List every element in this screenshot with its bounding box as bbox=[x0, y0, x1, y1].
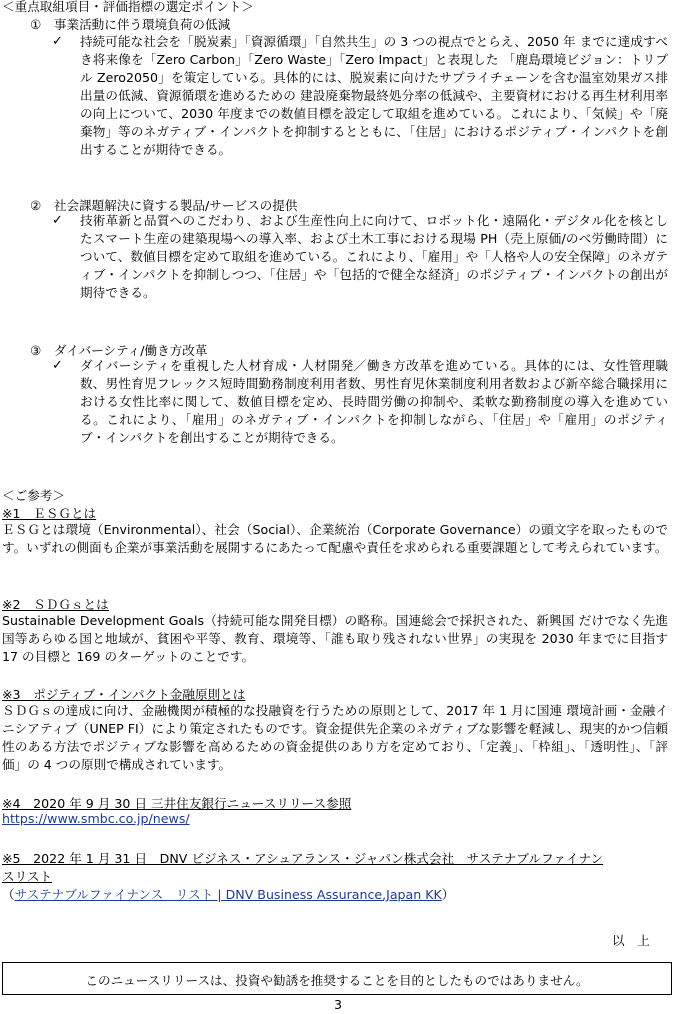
section-heading: ＜重点取組項目・評価指標の選定ポイント＞ bbox=[2, 0, 254, 14]
note-2-heading: ※2 ＳＤＧｓとは bbox=[2, 597, 109, 612]
note-1-heading: ※1 ＥＳＧとは bbox=[2, 506, 97, 521]
item-2-title: ② 社会課題解決に資する製品/サービスの提供 bbox=[30, 198, 298, 213]
item-2-text: 技術革新と品質へのこだわり、および生産性向上に向けて、ロボット化・遠隔化・デジタル化を核としたスマート生産の建築現場への導入率、および土木工事における現場 PH（売上原価/のべ労働時間）について、数値目標を定めて取組を進めている。これにより、「雇用」や「人格や人の安全保障」のネガティブ・インパクトを抑制しつつ、「住居」や「包括的で健全な経済」のポジティブ・インパクトの創出が期待できる。 bbox=[80, 213, 668, 300]
checkmark-icon: ✓ bbox=[52, 358, 63, 373]
reference-heading: ＜ご参考＞ bbox=[2, 488, 65, 503]
smbc-news-link[interactable]: https://www.smbc.co.jp/news/ bbox=[2, 811, 190, 826]
disclaimer-box bbox=[2, 962, 672, 995]
paren-close: ） bbox=[441, 887, 455, 902]
note-2-text: Sustainable Development Goals（持続可能な開発目標）の略称。国連総会で採択された、新興国 だけでなく先進国等あらゆる国と地域が、貧困や平等、教育、環境等、「誰も取り残されない世界」の実現を 2030 年までに目指す 17 の目標と 169 のターゲットのことです。 bbox=[2, 613, 668, 664]
checkmark-icon: ✓ bbox=[52, 34, 63, 49]
note-4-heading: ※4 2020 年 9 月 30 日 三井住友銀行ニュースリリース参照 bbox=[2, 796, 352, 811]
dnv-list-link[interactable]: サステナブルファイナンス リスト | DNV Business Assurance,Japan KK bbox=[14, 887, 442, 902]
item-3-text: ダイバーシティを重視した人材育成・人材開発／働き方改革を進めている。具体的には、女性管理職数、男性育児フレックス短時間勤務制度利用者数、男性育児休業制度利用者数および新卒総合職採用における女性比率に関して、数値目標を定め、長時間労働の抑制や、柔軟な勤務制度の導入を進めている。これにより、「雇用」のネガティブ・インパクトを抑制しながら、「住居」や「雇用」のポジティブ・インパクトを創出することが期待できる。 bbox=[80, 358, 668, 445]
note-3-heading: ※3 ポジティブ・インパクト金融原則とは bbox=[2, 687, 246, 702]
item-1-title: ① 事業活動に伴う環境負荷の低減 bbox=[30, 17, 231, 32]
note-3-text: ＳＤＧｓの達成に向け、金融機関が積極的な投融資を行うための原則として、2017 年 1 月に国連 環境計画・金融イニシアティブ（UNEP FI）により策定されたものです。資金提供先企業のネガティブな影響を軽減し、現実的かつ信頼性のある方法でポジティブな影響を高めるための資金提供のあり方を定めており、「定義」、「枠組」、「透明性」、「評価」の 4 つの原則で構成されています。 bbox=[2, 703, 668, 772]
note-1-text: ＥＳＧとは環境（Environmental）、社会（Social）、企業統治（Corporate Governance）の頭文字を取ったものです。いずれの側面も企業が事業活動を展開するにあたって配慮や責任を求められる重要課題として考えられています。 bbox=[2, 522, 668, 555]
checkmark-icon: ✓ bbox=[52, 213, 63, 228]
paren-open: （ bbox=[2, 887, 15, 902]
disclaimer-text: このニュースリリースは、投資や勧誘を推奨することを目的としたものではありません。 bbox=[85, 973, 589, 988]
note-5-heading: ※5 2022 年 1 月 31 日 DNV ビジネス・アシュアランス・ジャパン株式会社 サステナブルファイナン bbox=[2, 851, 604, 866]
page-number: 3 bbox=[333, 997, 342, 1012]
note-5-heading-cont: スリスト bbox=[2, 869, 53, 884]
item-1-text: 持続可能な社会を「脱炭素」「資源循環」「自然共生」の 3 つの視点でとらえ、2050 年 までに達成すべき将来像を「Zero Carbon」「Zero Waste」「Zero Impact」と表現した 「鹿島環境ビジョン：トリプル Zero2050」を策定している。具体的には、脱炭素に向けたサプライチェーンを含む温室効果ガス排出量の低減、資源循環を進めるための 建設廃棄物最終処分率の低減や、主要資材における再生材利用率の向上について、2030 年度までの数値目標を設定して取組を進めている。これにより、「気候」や「廃棄物」等のネガティブ・インパクトを抑制するとともに、「住居」におけるポジティブ・インパクトを創出することが期待できる。 bbox=[80, 34, 668, 157]
item-3-title: ③ ダイバーシティ/働き方改革 bbox=[30, 343, 208, 358]
closing-mark: 以 上 bbox=[612, 933, 650, 948]
note-5-link-line bbox=[2, 884, 454, 903]
